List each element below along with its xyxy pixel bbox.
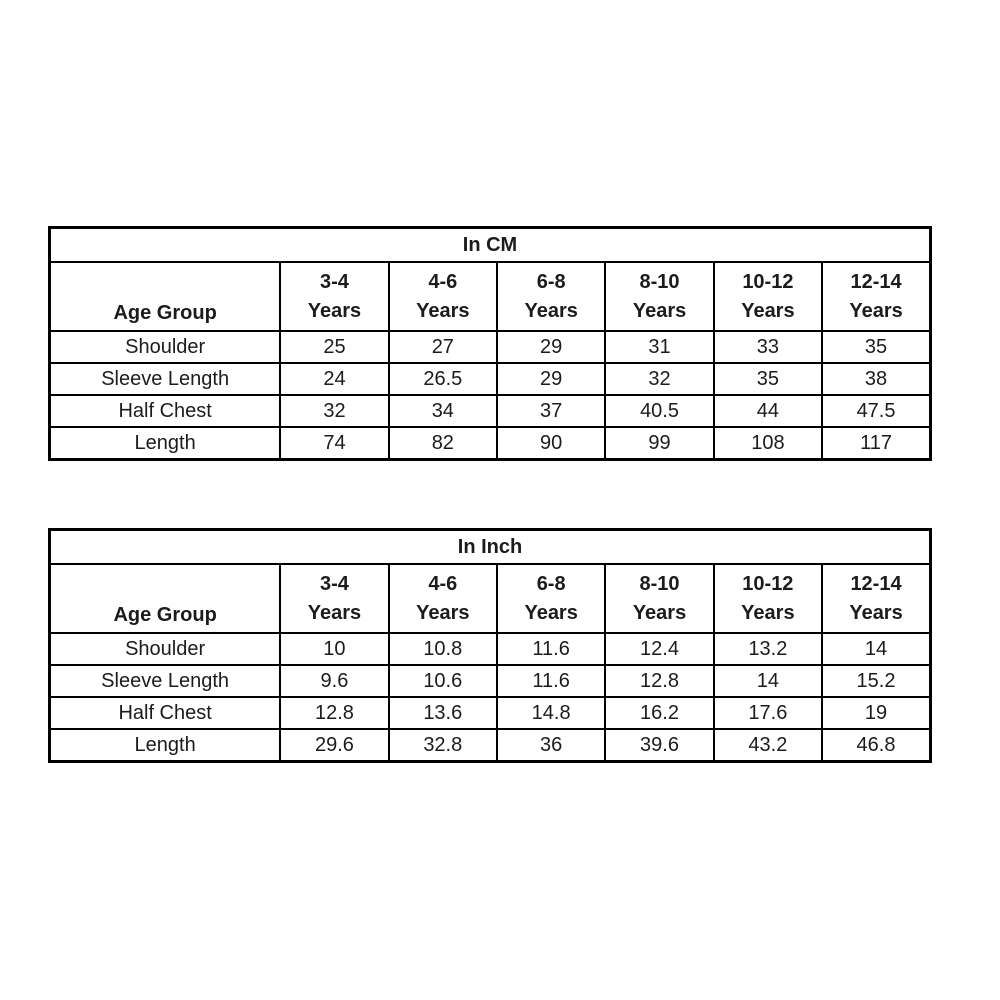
measurement-cell: 29 <box>497 363 605 395</box>
title-row <box>50 530 931 565</box>
measurement-cell: 32 <box>280 395 388 427</box>
measurement-cell: 29 <box>497 331 605 363</box>
measurement-cell: 17.6 <box>714 697 822 729</box>
measurement-cell: 26.5 <box>389 363 497 395</box>
measurement-cell: 9.6 <box>280 665 388 697</box>
age-range-label: 8-10 <box>639 270 680 293</box>
measurement-cell: 117 <box>822 427 930 460</box>
row-label: Half Chest <box>50 395 281 427</box>
header-row <box>50 564 931 633</box>
col-header-12-14 <box>822 564 930 633</box>
size-table-cm <box>48 226 932 461</box>
age-range-label: 10-12 <box>742 572 794 595</box>
age-range-label: 12-14 <box>850 270 902 293</box>
measurement-cell: 74 <box>280 427 388 460</box>
col-header-8-10 <box>605 262 713 331</box>
age-range-label: 3-4 <box>319 572 349 595</box>
measurement-cell: 99 <box>605 427 713 460</box>
measurement-cell: 12.8 <box>280 697 388 729</box>
col-header-6-8 <box>497 564 605 633</box>
age-unit-label: Years <box>849 299 903 322</box>
measurement-cell: 32.8 <box>389 729 497 762</box>
table-row-shoulder <box>50 633 931 665</box>
row-label: Half Chest <box>50 697 281 729</box>
col-header-10-12 <box>714 564 822 633</box>
measurement-cell: 32 <box>605 363 713 395</box>
measurement-cell: 37 <box>497 395 605 427</box>
measurement-cell: 11.6 <box>497 633 605 665</box>
age-unit-label: Years <box>524 299 578 322</box>
measurement-cell: 40.5 <box>605 395 713 427</box>
table-row-shoulder <box>50 331 931 363</box>
table-row-sleeve-length <box>50 665 931 697</box>
measurement-cell: 46.8 <box>822 729 930 762</box>
col-header-8-10 <box>605 564 713 633</box>
size-table-inch <box>48 528 932 763</box>
measurement-cell: 14 <box>714 665 822 697</box>
table-title-inch: In Inch <box>50 530 931 565</box>
age-unit-label: Years <box>307 601 362 624</box>
age-range-label: 3-4 <box>320 270 349 293</box>
col-header-6-8 <box>497 262 605 331</box>
measurement-cell: 14.8 <box>497 697 605 729</box>
table-row-length <box>50 729 931 762</box>
age-range-label: 8-10 <box>639 572 680 595</box>
measurement-cell: 11.6 <box>497 665 605 697</box>
measurement-cell: 33 <box>714 331 822 363</box>
age-range-label: 6-8 <box>536 270 566 293</box>
measurement-cell: 35 <box>822 331 930 363</box>
measurement-cell: 43.2 <box>714 729 822 762</box>
age-range-label: 10-12 <box>742 270 794 293</box>
age-group-header: Age Group <box>50 262 281 331</box>
measurement-cell: 12.8 <box>605 665 713 697</box>
title-row <box>50 228 931 263</box>
col-header-10-12 <box>714 262 822 331</box>
measurement-cell: 14 <box>822 633 930 665</box>
measurement-cell: 108 <box>714 427 822 460</box>
measurement-cell: 90 <box>497 427 605 460</box>
row-label: Sleeve Length <box>50 363 281 395</box>
measurement-cell: 31 <box>605 331 713 363</box>
age-range-label: 12-14 <box>850 572 902 595</box>
header-row <box>50 262 931 331</box>
row-label: Length <box>50 427 281 460</box>
row-label: Sleeve Length <box>50 665 281 697</box>
measurement-cell: 16.2 <box>605 697 713 729</box>
measurement-cell: 36 <box>497 729 605 762</box>
measurement-cell: 35 <box>714 363 822 395</box>
col-header-4-6 <box>389 262 497 331</box>
table-row-length <box>50 427 931 460</box>
measurement-cell: 47.5 <box>822 395 930 427</box>
measurement-cell: 29.6 <box>280 729 388 762</box>
age-unit-label: Years <box>741 299 795 322</box>
age-unit-label: Years <box>849 601 903 624</box>
measurement-cell: 25 <box>280 331 388 363</box>
measurement-cell: 13.6 <box>389 697 497 729</box>
measurement-cell: 15.2 <box>822 665 930 697</box>
age-unit-label: Years <box>632 601 687 624</box>
col-header-3-4 <box>280 262 388 331</box>
age-unit-label: Years <box>416 601 470 624</box>
age-unit-label: Years <box>741 601 795 624</box>
table-row-half-chest <box>50 395 931 427</box>
age-range-label: 4-6 <box>428 270 458 293</box>
measurement-cell: 44 <box>714 395 822 427</box>
measurement-cell: 27 <box>389 331 497 363</box>
measurement-cell: 24 <box>280 363 388 395</box>
row-label: Length <box>50 729 281 762</box>
col-header-3-4 <box>280 564 388 633</box>
measurement-cell: 39.6 <box>605 729 713 762</box>
age-unit-label: Years <box>416 299 470 322</box>
age-unit-label: Years <box>524 601 578 624</box>
age-group-header: Age Group <box>50 564 281 633</box>
measurement-cell: 38 <box>822 363 930 395</box>
measurement-cell: 10.6 <box>389 665 497 697</box>
age-range-label: 4-6 <box>428 572 458 595</box>
age-unit-label: Years <box>307 299 362 322</box>
row-label: Shoulder <box>50 331 281 363</box>
age-unit-label: Years <box>632 299 687 322</box>
measurement-cell: 12.4 <box>605 633 713 665</box>
col-header-12-14 <box>822 262 930 331</box>
measurement-cell: 34 <box>389 395 497 427</box>
measurement-cell: 10.8 <box>389 633 497 665</box>
table-title-cm: In CM <box>50 228 931 263</box>
measurement-cell: 19 <box>822 697 930 729</box>
col-header-4-6 <box>389 564 497 633</box>
row-label: Shoulder <box>50 633 281 665</box>
measurement-cell: 82 <box>389 427 497 460</box>
measurement-cell: 13.2 <box>714 633 822 665</box>
table-row-half-chest <box>50 697 931 729</box>
age-range-label: 6-8 <box>536 572 566 595</box>
measurement-cell: 10 <box>280 633 388 665</box>
table-row-sleeve-length <box>50 363 931 395</box>
